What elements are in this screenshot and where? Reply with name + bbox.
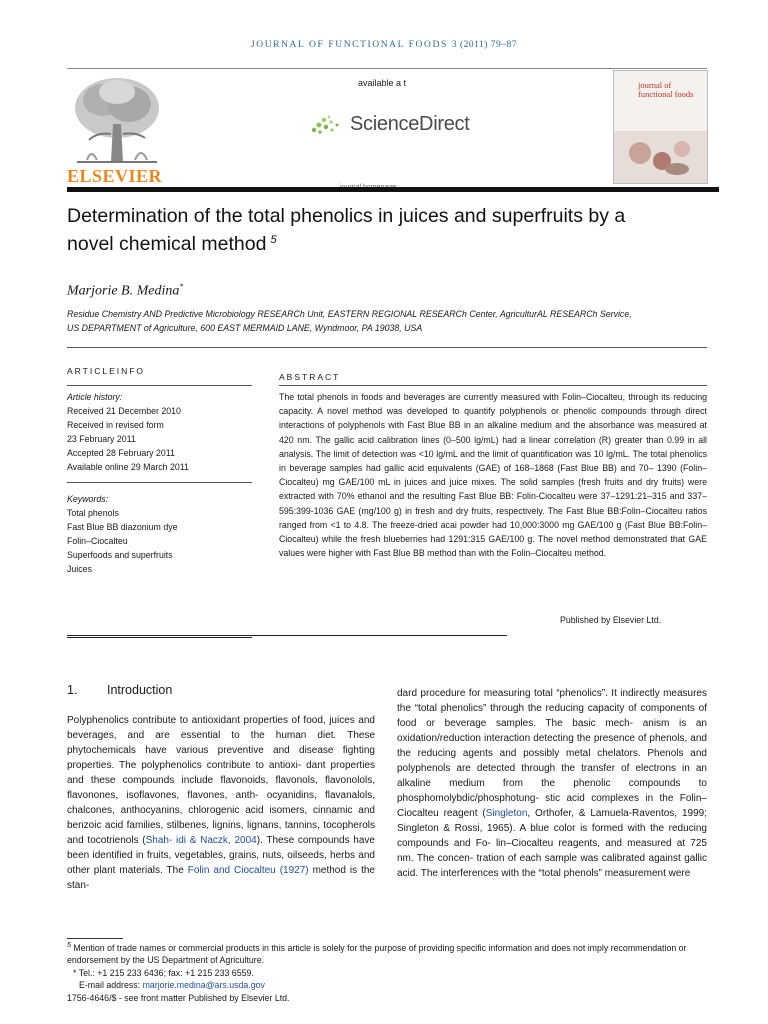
keyword: Superfoods and superfruits: [67, 550, 173, 560]
intro-text: dard procedure for measuring total “phenolics”. It indirectly measures the “total phenolics” through the reducing capacity of components of food or beverage samples. The basic mech- anism is an oxidation/reduction interaction detecting the presence of phenols, and the reducing agents and possibly metal chelators. Phenols and polyphenols are detected through the transfer of electrons in an alkaline medium from the phenolic compounds to phosphomolybdic/phosphotung- stic acid complexes in the Folin–Ciocalteu reagent (: [397, 688, 707, 819]
footnote-mark: 5: [67, 942, 71, 949]
journal-name: JOURNAL OF FUNCTIONAL FOODS: [250, 40, 448, 50]
journal-cover-thumbnail: [613, 70, 708, 184]
journal-citation: 3 (2011) 79–87: [451, 40, 518, 50]
section-title: Introduction: [107, 683, 173, 697]
abstract-rule: [279, 385, 707, 386]
title-top-rule: [67, 187, 719, 192]
keyword: Juices: [67, 564, 92, 574]
elsevier-wordmark: ELSEVIER: [67, 166, 163, 186]
intro-text: ). These compounds have been identified in fruits, vegetables, grains, nuts, oilseeds, herbs and other plant materials. The: [67, 835, 375, 876]
history-item: Accepted 28 February 2011: [67, 448, 175, 458]
abstract-heading: ABSTRACT: [279, 372, 341, 382]
history-item: 23 February 2011: [67, 434, 136, 444]
cover-fruit-image: [622, 133, 702, 179]
sciencedirect-dots-icon: [310, 114, 344, 136]
abstract-text: The total phenols in foods and beverages are currently measured with Folin–Ciocalteu, through its reducing capacity. A novel method was developed to quantify polyphenols or phenolic compounds through direct interactions of polyphenols with Fast Blue BB in an alkaline medium and the absorbance was measured at 420 nm. The gallic acid calibration lines (0–500 lg/mL) had a linear correlation (R) greater than 0.99 in all analysis. The limit of detection was <10 lg/mL and the limit of quantification was 10 lg/mL. The total phenolics in beverage samples had gallic acid equivalents (GAE) of 168–1868 (Fast Blue BB) and 70– 1390 (Folin–Ciocalteu) mg GAE/100 mL in juices and juice mixes. The solid samples (fresh fruits and dry fruits) were extracted with 70% ethanol and the resulting Fast Blue BB: Folin-Ciocalteu were 37–1291:21–315 and 337–595:399-1036 GAE (mg/100 g) in fresh and dry fruits, respectively. The Fast Blue BB:Folin–Ciocalteu ratios ranged from <1 to 4.8. The freeze-dried acai powder had 10,000:3000 mg GAE/100 g (Fast Blue BB:Folin–Ciocalteu) while the fresh blueberries had 1291:315 GAE/100 g. The novel method demonstrated that GAE values were higher with Fast Blue BB method than with the Folin–Ciocalteu method.: [279, 392, 707, 559]
footnote-rule: [67, 938, 123, 939]
sciencedirect-wordmark: ScienceDirect: [350, 113, 470, 135]
article-title-text: Determination of the total phenolics in juices and superfruits by a novel chemical method: [67, 205, 626, 255]
author-name: [67, 282, 183, 300]
abstract-bottom-rule: [67, 635, 507, 636]
intro-column-2: [397, 686, 707, 881]
intro-text: , Orthofer, & Lamuela-Raventos, 1999; Singleton & Rossi, 1965). A blue color is formed with the reducing compounds and Fo- lin–Ciocalteu reagents, and measured at 725 nm. The concen- tration of each sample was calibrated against gallic acid. The interferences with the “total phenols” measurement were: [397, 808, 707, 879]
intro-column-1: [67, 713, 375, 893]
email-link[interactable]: marjorie.medina@ars.usda.gov: [142, 980, 265, 991]
sciencedirect-logo[interactable]: [310, 113, 469, 136]
citation-link[interactable]: Singleton: [485, 808, 528, 819]
keyword: Fast Blue BB diazonium dye: [67, 522, 178, 532]
journal-running-header: [0, 40, 768, 50]
article-info-rule: [67, 385, 252, 386]
footnote-tel: * Tel.: +1 215 233 6436; fax: +1 215 233 6559.: [73, 967, 254, 978]
history-item: Available online 29 March 2011: [67, 462, 189, 472]
footnote-email: [67, 979, 717, 992]
article-info-block: [67, 390, 252, 576]
footnotes: [67, 940, 717, 1004]
citation-link[interactable]: Folin and Ciocalteu (1927): [187, 865, 309, 876]
author-footnote-mark[interactable]: *: [179, 282, 184, 291]
affiliation-divider: [67, 347, 707, 348]
article-info-heading: ARTICLEINFO: [67, 366, 146, 376]
cover-title: journal of functional foods: [638, 80, 694, 99]
footnote-disclaimer-text: Mention of trade names or commercial products in this article is solely for the purpose of providing specific information and does not imply recommendation or endorsement by the US Department of Agriculture.: [67, 942, 687, 966]
history-item: Received in revised form: [67, 420, 164, 430]
introduction-heading: [67, 683, 172, 697]
keywords-rule: [67, 482, 252, 483]
article-title: [67, 202, 627, 258]
keywords-label: Keywords:: [67, 494, 109, 504]
keyword: Folin–Ciocalteu: [67, 536, 128, 546]
history-item: Received 21 December 2010: [67, 406, 181, 416]
citation-link[interactable]: Shah- idi & Naczk, 2004: [145, 835, 257, 846]
keyword: Total phenols: [67, 508, 119, 518]
issn-line: 1756-4646/$ - see front matter Published by Elsevier Ltd.: [67, 992, 290, 1003]
abstract-bottom-rule-short: [67, 637, 252, 638]
affiliation-line-2: US DEPARTMENT of Agriculture, 600 EAST MERMAID LANE, Wyndmoor, PA 19038, USA: [67, 323, 423, 333]
footnote-disclaimer: [67, 940, 717, 967]
title-footnote-mark[interactable]: 5: [270, 234, 277, 246]
email-label: E-mail address:: [79, 980, 143, 991]
section-number: 1.: [67, 683, 78, 697]
header-divider: [67, 68, 707, 69]
affiliation-line-1: Residue Chemistry AND Predictive Microbiology RESEARCh Unit, EASTERN REGIONAL RESEARCh Center, AgriculturAL RESEARCh Service,: [67, 309, 632, 319]
available-at-label: available a t: [358, 78, 407, 88]
history-label: Article history:: [67, 392, 123, 402]
intro-text: method is the stan-: [67, 865, 375, 891]
intro-text: Polyphenolics contribute to antioxidant properties of food, juices and beverages, and are essential to the human diet. These phytochemicals have various preventive and disease fighting properties. The polyphenolics contribute to antioxi- dant properties and these compounds include flavonoids, flavonols, flavonolols, flavonones, isoflavones, flavones, anth- ocyanidins, flavanalols, chalcones, anthocyanins, chlorogenic acid isomers, cinnamic and benzoic acid families, stilbenes, lignins, lignans, tannins, tocopherols and tocotrienols (: [67, 715, 375, 846]
author-name-text: Marjorie B. Medina: [67, 283, 180, 299]
author-affiliation: [67, 307, 717, 335]
published-by: Published by Elsevier Ltd.: [560, 615, 662, 625]
